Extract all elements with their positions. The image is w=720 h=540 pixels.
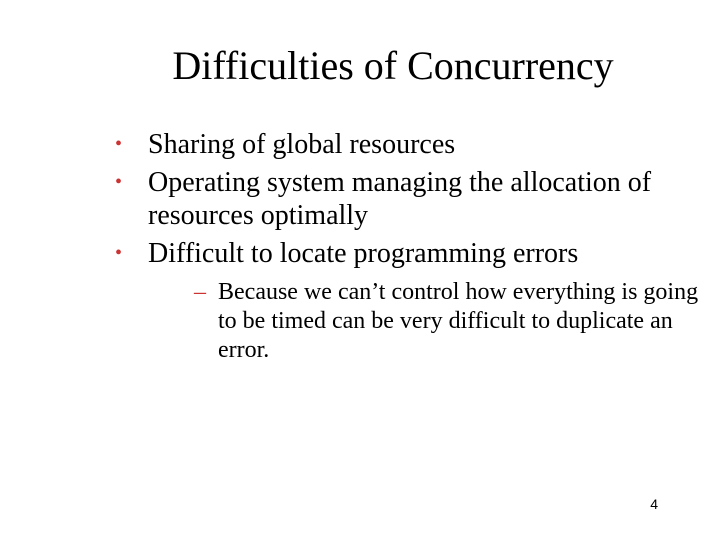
bullet-list: [112, 128, 699, 370]
bullet-text: Sharing of global resources: [148, 129, 456, 160]
bullet-text: Operating system managing the allocation of resources optimally: [148, 167, 652, 231]
sub-bullet-text: Because we can’t control how everything is going to be timed can be very difficult to duplicate an error.: [218, 279, 699, 363]
bullet-item: [112, 166, 692, 232]
page-number: 4: [650, 496, 658, 512]
bullet-item: [112, 128, 692, 161]
bullet-marker: •: [115, 242, 123, 264]
sub-bullet-marker: –: [194, 279, 206, 305]
bullet-item: [112, 237, 699, 365]
sub-bullet-item: [194, 278, 718, 365]
bullet-marker: •: [115, 171, 123, 193]
bullet-text: Difficult to locate programming errors: [148, 238, 579, 269]
bullet-marker: •: [115, 133, 123, 155]
slide-title: Difficulties of Concurrency: [172, 43, 614, 88]
